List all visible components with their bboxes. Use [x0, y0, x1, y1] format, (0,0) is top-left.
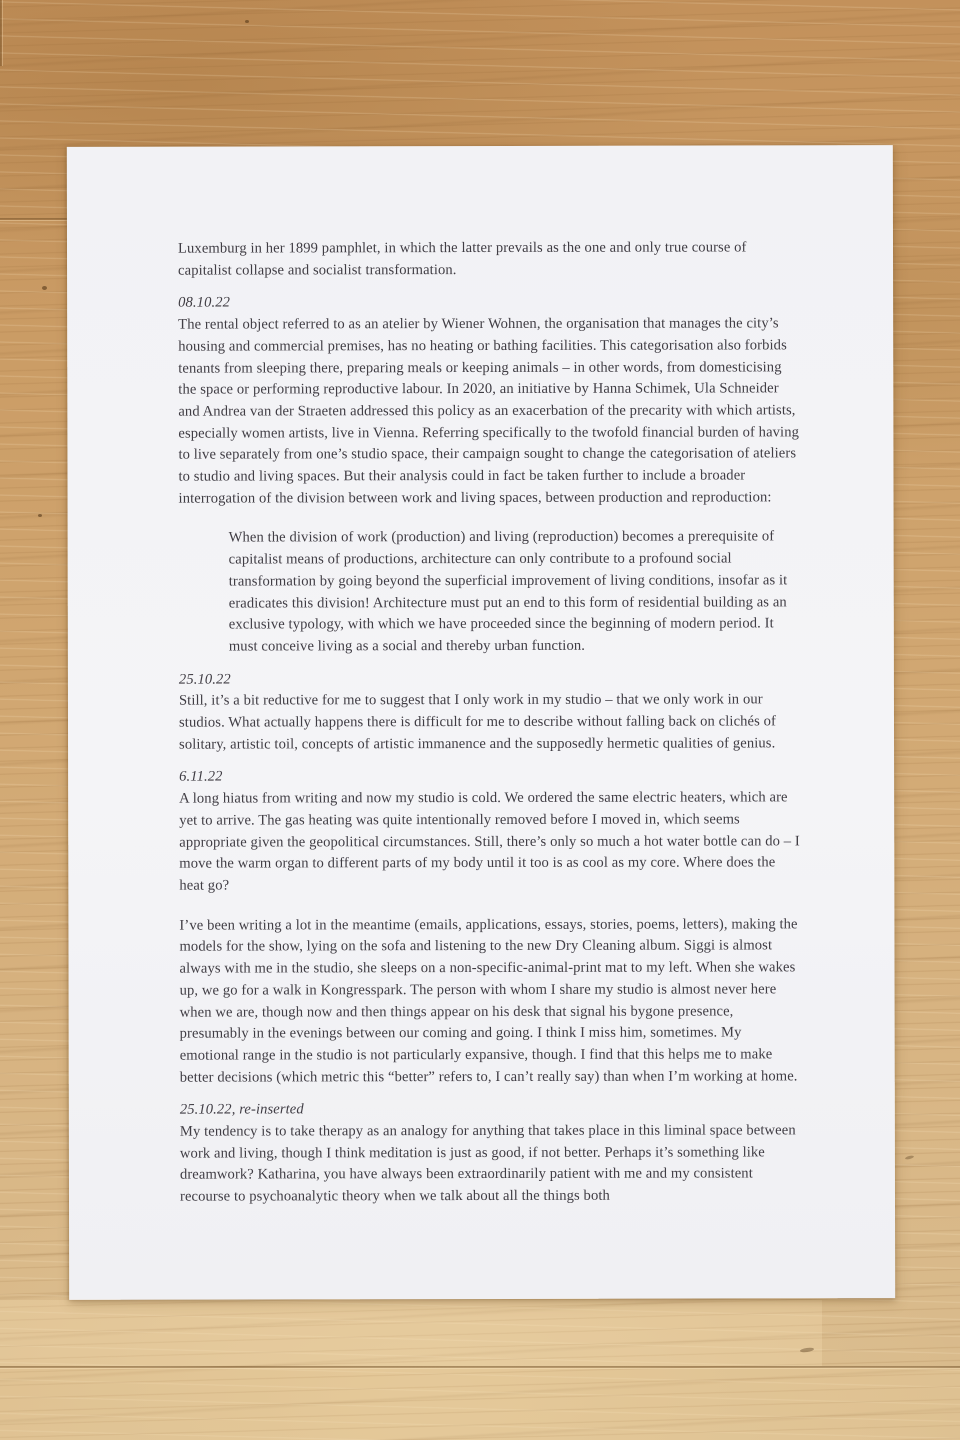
wood-plank-seam [0, 1366, 960, 1368]
diary-paragraph: The rental object referred to as an atelier by Wiener Wohnen, the organisation that manages the city’s housing and commercial premises, has no heating or bathing facilities. This categorisation also forbids tenants from sleeping there, preparing meals or keeping animals – in other words, from domesticising the space or performing reproductive labour. In 2020, an initiative by Hanna Schimek, Ula Schneider and Andrea van der Straeten addressed this policy as an exacerbation of the precarity with which artists, especially women artists, live in Vienna. Referring specifically to the twofold financial burden of having to live separately from one’s studio space, their campaign sought to change the categorisation of ateliers to studio and living spaces. But their analysis could in fact be taken further to include a broader interrogation of the division between work and living spaces, between production and reproduction: [178, 315, 800, 507]
diary-entry-date: 6.11.22 [179, 769, 223, 786]
diary-paragraph: Still, it’s a bit reductive for me to suggest that I only work in my studio – that we only work in our studios. What actually happens there is difficult for me to describe without falling back on clichés of solitary, artistic toil, concepts of artistic immanence and the supposedly hermetic qualities of genius. [178, 691, 777, 753]
diary-paragraph: My tendency is to take therapy as an analogy for anything that takes place in this liminal space between work and living, though I think meditation is just as good, if not better. Perhaps it’s something like dreamwork? Katharina, you have always been extraordinarily patient with me and my consistent recourse to psychoanalytic theory when we talk about all the things both [179, 1122, 796, 1205]
wood-plank [0, 1300, 822, 1366]
diary-entry-date: 25.10.22 [178, 671, 231, 688]
diary-paragraph: I’ve been writing a lot in the meantime (emails, applications, essays, stories, poems, letters), making the models for the show, lying on the sofa and listening to the new Dry Cleaning album. Siggi is almost always with me in the studio, she sleeps on a non-specific-animal-print mat to my left. When she wakes up, we go for a walk in Kongresspark. The person with whom I share my studio is almost never here when we are, though now and then things appear on his desk that signal his bygone presence, presumably in the evenings between our coming and going. I think I miss him, sometimes. My emotional range in the studio is not particularly expansive, though. I find that this helps me to make better decisions (which metric this “better” refers to, I can’t really say) than when I’m working at home. [179, 916, 798, 1086]
paper-document [67, 145, 895, 1300]
wood-knot [245, 20, 249, 23]
diary-paragraph-continuation: Luxemburg in her 1899 pamphlet, in which the latter prevails as the one and only true course of capitalist collapse and socialist transformation. [177, 239, 747, 279]
diary-paragraph: A long hiatus from writing and now my studio is cold. We ordered the same electric heaters, which are yet to arrive. The gas heating was quite intentionally removed before I moved in, which seems appropriate given the geopolitical circumstances. Still, there’s only so much a hot water bottle can do – I move the warm organ to different parts of my body until it too is as cool as my core. Where does the heat go? [179, 789, 800, 894]
wood-knot [38, 514, 42, 517]
diary-entry-date: 08.10.22 [178, 294, 231, 312]
wood-plank [0, 1368, 960, 1440]
wood-knot [42, 286, 47, 290]
blockquote-architecture-quote: When the division of work (production) and living (reproduction) becomes a prerequisite of capitalist means of productions, architecture can only contribute to a profound social transformation by going beyond the superficial improvement of living conditions, insofar as it eradicates this division! Architecture must put an end to this form of residential building as an exclusive typology, with which we have proceeded since the beginning of modern period. It must conceive living as a social and thereby urban function. [228, 528, 788, 655]
wood-knot [905, 1155, 914, 1160]
wood-plank-seam [0, 0, 2, 66]
diary-text-block [178, 237, 802, 1208]
diary-entry-date: 25.10.22, re-inserted [179, 1101, 304, 1118]
